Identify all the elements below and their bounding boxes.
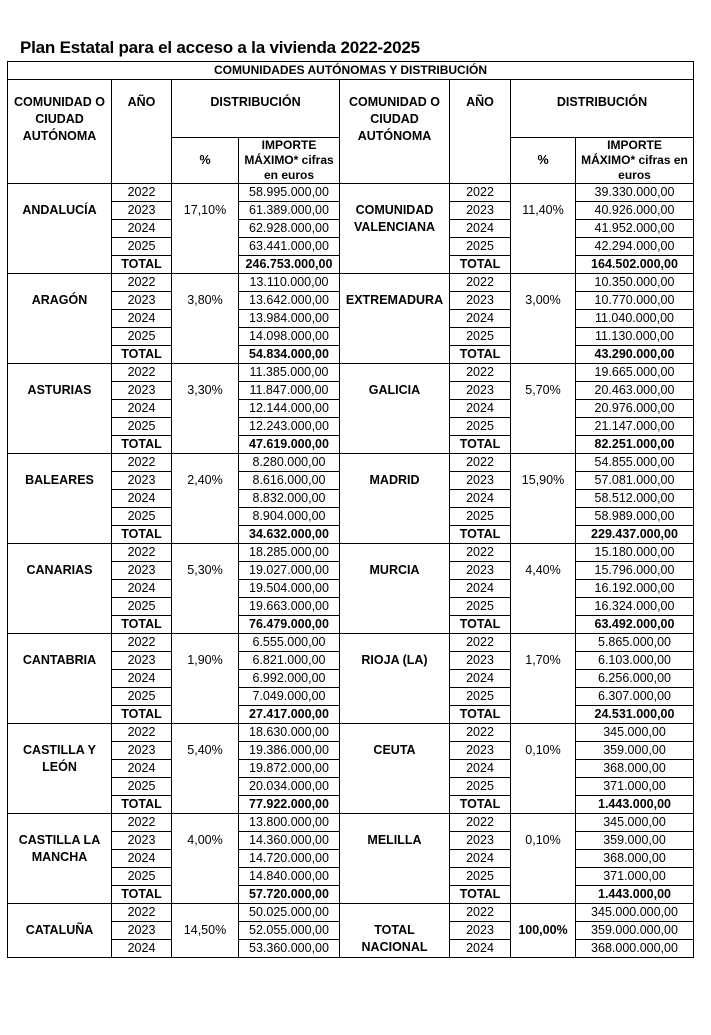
table-row [8, 634, 694, 652]
total-label: TOTAL [450, 706, 511, 724]
total-label: TOTAL [112, 526, 172, 544]
amount-cell: 62.928.000,00 [239, 220, 340, 238]
amount-cell: 6.256.000,00 [576, 670, 694, 688]
total-label: TOTAL [112, 346, 172, 364]
year-cell: 2022 [112, 724, 172, 742]
year-cell: 2022 [450, 184, 511, 202]
year-cell: 2023 [112, 832, 172, 850]
amount-cell: 345.000,00 [576, 814, 694, 832]
year-cell: 2023 [112, 742, 172, 760]
community-name: CANARIAS [8, 544, 112, 634]
total-label: TOTAL [450, 886, 511, 904]
total-amount: 164.502.000,00 [576, 256, 694, 274]
table-title: COMUNIDADES AUTÓNOMAS Y DISTRIBUCIÓN [8, 62, 694, 80]
total-label: TOTAL [450, 526, 511, 544]
percent-cell: 0,10% [511, 724, 576, 814]
year-cell: 2022 [450, 904, 511, 922]
total-amount: 63.492.000,00 [576, 616, 694, 634]
amount-cell: 8.280.000,00 [239, 454, 340, 472]
total-amount: 1.443.000,00 [576, 796, 694, 814]
community-name: EXTREMADURA [340, 274, 450, 364]
percent-cell: 11,40% [511, 184, 576, 274]
amount-cell: 54.855.000,00 [576, 454, 694, 472]
year-cell: 2025 [450, 328, 511, 346]
year-cell: 2022 [450, 364, 511, 382]
total-label: TOTAL [450, 436, 511, 454]
total-amount: 229.437.000,00 [576, 526, 694, 544]
amount-cell: 6.821.000,00 [239, 652, 340, 670]
table-row [8, 544, 694, 562]
amount-cell: 7.049.000,00 [239, 688, 340, 706]
total-label: TOTAL [450, 256, 511, 274]
community-name: MELILLA [340, 814, 450, 904]
amount-cell: 21.147.000,00 [576, 418, 694, 436]
total-amount: 43.290.000,00 [576, 346, 694, 364]
year-header: AÑO [112, 80, 172, 184]
year-cell: 2024 [112, 760, 172, 778]
amount-cell: 18.285.000,00 [239, 544, 340, 562]
percent-cell: 1,90% [172, 634, 239, 724]
total-amount: 82.251.000,00 [576, 436, 694, 454]
year-cell: 2022 [450, 274, 511, 292]
percent-cell: 14,50% [172, 904, 239, 958]
table-row [8, 814, 694, 832]
total-amount: 246.753.000,00 [239, 256, 340, 274]
community-name: GALICIA [340, 364, 450, 454]
amount-cell: 11.040.000,00 [576, 310, 694, 328]
year-cell: 2022 [112, 364, 172, 382]
amount-cell: 368.000,00 [576, 850, 694, 868]
year-cell: 2022 [450, 454, 511, 472]
percent-cell: 100,00% [511, 904, 576, 958]
total-label: TOTAL [112, 616, 172, 634]
year-cell: 2023 [112, 202, 172, 220]
percent-cell: 5,30% [172, 544, 239, 634]
amount-cell: 58.995.000,00 [239, 184, 340, 202]
total-amount: 27.417.000,00 [239, 706, 340, 724]
year-cell: 2024 [112, 310, 172, 328]
amount-cell: 18.630.000,00 [239, 724, 340, 742]
total-amount: 34.632.000,00 [239, 526, 340, 544]
community-name: ASTURIAS [8, 364, 112, 454]
year-cell: 2024 [112, 490, 172, 508]
year-header-right: AÑO [450, 80, 511, 184]
percent-cell: 3,30% [172, 364, 239, 454]
total-label: TOTAL [450, 616, 511, 634]
community-header-right: COMUNIDAD O CIUDAD AUTÓNOMA [340, 80, 450, 184]
year-cell: 2023 [112, 382, 172, 400]
year-cell: 2024 [112, 220, 172, 238]
total-label: TOTAL [112, 886, 172, 904]
percent-header: % [172, 138, 239, 184]
amount-cell: 345.000,00 [576, 724, 694, 742]
year-cell: 2024 [450, 220, 511, 238]
amount-cell: 16.192.000,00 [576, 580, 694, 598]
amount-cell: 6.307.000,00 [576, 688, 694, 706]
year-cell: 2022 [112, 274, 172, 292]
total-label: TOTAL [112, 436, 172, 454]
amount-cell: 8.832.000,00 [239, 490, 340, 508]
year-cell: 2025 [112, 598, 172, 616]
amount-cell: 20.463.000,00 [576, 382, 694, 400]
amount-cell: 371.000,00 [576, 778, 694, 796]
year-cell: 2024 [450, 940, 511, 958]
percent-cell: 17,10% [172, 184, 239, 274]
year-cell: 2024 [450, 400, 511, 418]
amount-cell: 19.504.000,00 [239, 580, 340, 598]
amount-cell: 359.000,00 [576, 832, 694, 850]
community-name: COMUNIDAD VALENCIANA [340, 184, 450, 274]
community-name: ARAGÓN [8, 274, 112, 364]
amount-cell: 8.904.000,00 [239, 508, 340, 526]
total-amount: 54.834.000,00 [239, 346, 340, 364]
percent-cell: 2,40% [172, 454, 239, 544]
amount-cell: 63.441.000,00 [239, 238, 340, 256]
year-cell: 2025 [112, 328, 172, 346]
amount-cell: 359.000,00 [576, 742, 694, 760]
year-cell: 2023 [450, 292, 511, 310]
year-cell: 2022 [450, 814, 511, 832]
amount-cell: 10.350.000,00 [576, 274, 694, 292]
total-label: TOTAL [450, 346, 511, 364]
amount-cell: 20.976.000,00 [576, 400, 694, 418]
total-amount: 57.720.000,00 [239, 886, 340, 904]
amount-cell: 39.330.000,00 [576, 184, 694, 202]
year-cell: 2024 [450, 490, 511, 508]
table-row [8, 904, 694, 922]
table-row [8, 364, 694, 382]
year-cell: 2025 [450, 508, 511, 526]
percent-header-right: % [511, 138, 576, 184]
year-cell: 2023 [450, 922, 511, 940]
amount-header: IMPORTE MÁXIMO* cifras en euros [239, 138, 340, 184]
year-cell: 2022 [112, 904, 172, 922]
amount-cell: 11.385.000,00 [239, 364, 340, 382]
total-amount: 76.479.000,00 [239, 616, 340, 634]
year-cell: 2023 [112, 922, 172, 940]
community-name: MURCIA [340, 544, 450, 634]
page-title: Plan Estatal para el acceso a la vivienda 2022-2025 [20, 38, 420, 57]
year-cell: 2023 [112, 472, 172, 490]
amount-cell: 5.865.000,00 [576, 634, 694, 652]
amount-cell: 16.324.000,00 [576, 598, 694, 616]
community-name: ANDALUCÍA [8, 184, 112, 274]
table-row [8, 454, 694, 472]
community-name: TOTAL NACIONAL [340, 904, 450, 958]
community-name: CASTILLA LA MANCHA [8, 814, 112, 904]
amount-cell: 10.770.000,00 [576, 292, 694, 310]
community-name: RIOJA (LA) [340, 634, 450, 724]
year-cell: 2024 [450, 580, 511, 598]
amount-cell: 19.663.000,00 [239, 598, 340, 616]
year-cell: 2023 [450, 562, 511, 580]
amount-cell: 14.360.000,00 [239, 832, 340, 850]
percent-cell: 5,70% [511, 364, 576, 454]
year-cell: 2024 [112, 850, 172, 868]
year-cell: 2022 [112, 544, 172, 562]
amount-cell: 19.027.000,00 [239, 562, 340, 580]
percent-cell: 4,00% [172, 814, 239, 904]
community-name: MADRID [340, 454, 450, 544]
amount-cell: 61.389.000,00 [239, 202, 340, 220]
year-cell: 2023 [450, 472, 511, 490]
year-cell: 2024 [112, 400, 172, 418]
amount-cell: 41.952.000,00 [576, 220, 694, 238]
year-cell: 2025 [450, 688, 511, 706]
year-cell: 2024 [112, 580, 172, 598]
amount-cell: 8.616.000,00 [239, 472, 340, 490]
amount-cell: 19.872.000,00 [239, 760, 340, 778]
amount-cell: 15.180.000,00 [576, 544, 694, 562]
community-name: BALEARES [8, 454, 112, 544]
total-label: TOTAL [112, 796, 172, 814]
amount-cell: 58.512.000,00 [576, 490, 694, 508]
year-cell: 2024 [112, 670, 172, 688]
year-cell: 2024 [450, 310, 511, 328]
amount-cell: 15.796.000,00 [576, 562, 694, 580]
year-cell: 2025 [450, 778, 511, 796]
amount-cell: 14.098.000,00 [239, 328, 340, 346]
amount-cell: 20.034.000,00 [239, 778, 340, 796]
amount-cell: 11.130.000,00 [576, 328, 694, 346]
year-cell: 2025 [112, 688, 172, 706]
total-label: TOTAL [112, 256, 172, 274]
amount-cell: 57.081.000,00 [576, 472, 694, 490]
amount-cell: 6.103.000,00 [576, 652, 694, 670]
community-name: CATALUÑA [8, 904, 112, 958]
total-amount: 1.443.000,00 [576, 886, 694, 904]
percent-cell: 15,90% [511, 454, 576, 544]
year-cell: 2023 [450, 742, 511, 760]
table-row [8, 724, 694, 742]
year-cell: 2024 [112, 940, 172, 958]
amount-cell: 6.992.000,00 [239, 670, 340, 688]
year-cell: 2024 [450, 850, 511, 868]
table-row [8, 184, 694, 202]
amount-cell: 368.000.000,00 [576, 940, 694, 958]
year-cell: 2025 [112, 418, 172, 436]
year-cell: 2024 [450, 670, 511, 688]
amount-cell: 13.800.000,00 [239, 814, 340, 832]
year-cell: 2022 [112, 634, 172, 652]
community-header: COMUNIDAD O CIUDAD AUTÓNOMA [8, 80, 112, 184]
community-name: CANTABRIA [8, 634, 112, 724]
amount-cell: 40.926.000,00 [576, 202, 694, 220]
total-label: TOTAL [450, 796, 511, 814]
distribution-header-right: DISTRIBUCIÓN [511, 80, 694, 138]
percent-cell: 3,00% [511, 274, 576, 364]
percent-cell: 4,40% [511, 544, 576, 634]
total-amount: 47.619.000,00 [239, 436, 340, 454]
year-cell: 2023 [450, 652, 511, 670]
amount-cell: 345.000.000,00 [576, 904, 694, 922]
amount-header-right: IMPORTE MÁXIMO* cifras en euros [576, 138, 694, 184]
year-cell: 2023 [112, 292, 172, 310]
amount-cell: 6.555.000,00 [239, 634, 340, 652]
amount-cell: 14.720.000,00 [239, 850, 340, 868]
year-cell: 2025 [112, 508, 172, 526]
amount-cell: 371.000,00 [576, 868, 694, 886]
amount-cell: 58.989.000,00 [576, 508, 694, 526]
distribution-header: DISTRIBUCIÓN [172, 80, 340, 138]
year-cell: 2025 [450, 868, 511, 886]
year-cell: 2023 [450, 202, 511, 220]
year-cell: 2023 [112, 652, 172, 670]
amount-cell: 14.840.000,00 [239, 868, 340, 886]
distribution-table [7, 61, 694, 958]
year-cell: 2022 [450, 544, 511, 562]
percent-cell: 0,10% [511, 814, 576, 904]
year-cell: 2025 [112, 778, 172, 796]
amount-cell: 11.847.000,00 [239, 382, 340, 400]
amount-cell: 368.000,00 [576, 760, 694, 778]
percent-cell: 3,80% [172, 274, 239, 364]
percent-cell: 1,70% [511, 634, 576, 724]
community-name: CEUTA [340, 724, 450, 814]
amount-cell: 52.055.000,00 [239, 922, 340, 940]
total-label: TOTAL [112, 706, 172, 724]
amount-cell: 42.294.000,00 [576, 238, 694, 256]
amount-cell: 50.025.000,00 [239, 904, 340, 922]
year-cell: 2025 [450, 418, 511, 436]
amount-cell: 53.360.000,00 [239, 940, 340, 958]
year-cell: 2023 [450, 832, 511, 850]
year-cell: 2022 [112, 454, 172, 472]
year-cell: 2022 [112, 814, 172, 832]
year-cell: 2022 [112, 184, 172, 202]
year-cell: 2022 [450, 724, 511, 742]
amount-cell: 13.984.000,00 [239, 310, 340, 328]
year-cell: 2025 [450, 238, 511, 256]
amount-cell: 13.642.000,00 [239, 292, 340, 310]
amount-cell: 19.386.000,00 [239, 742, 340, 760]
total-amount: 24.531.000,00 [576, 706, 694, 724]
amount-cell: 12.243.000,00 [239, 418, 340, 436]
percent-cell: 5,40% [172, 724, 239, 814]
year-cell: 2025 [112, 238, 172, 256]
year-cell: 2023 [112, 562, 172, 580]
community-name: CASTILLA Y LEÓN [8, 724, 112, 814]
year-cell: 2022 [450, 634, 511, 652]
amount-cell: 13.110.000,00 [239, 274, 340, 292]
amount-cell: 359.000.000,00 [576, 922, 694, 940]
year-cell: 2023 [450, 382, 511, 400]
year-cell: 2025 [450, 598, 511, 616]
total-amount: 77.922.000,00 [239, 796, 340, 814]
amount-cell: 12.144.000,00 [239, 400, 340, 418]
table-row [8, 274, 694, 292]
year-cell: 2025 [112, 868, 172, 886]
year-cell: 2024 [450, 760, 511, 778]
amount-cell: 19.665.000,00 [576, 364, 694, 382]
